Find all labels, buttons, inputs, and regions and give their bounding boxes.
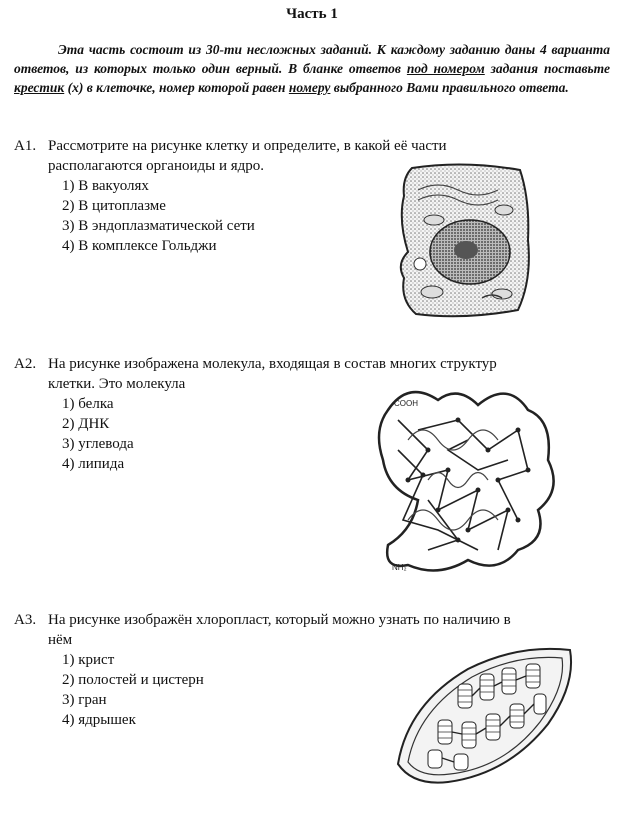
cooh-label: COOH [394, 399, 418, 408]
answer-option-1[interactable]: 1) белка [62, 396, 114, 412]
answer-option-1[interactable]: 1) крист [62, 652, 115, 668]
answer-option-4[interactable]: 4) липида [62, 456, 125, 472]
answer-options [62, 650, 204, 730]
answer-option-1[interactable]: 1) В вакуолях [62, 178, 149, 194]
answer-option-3[interactable]: 3) углевода [62, 436, 134, 452]
instructions-text-1: Эта часть состоит из 30-ти несложных заданий. К каждому заданию даны 4 варианта ответов, из которых только один верный. В бланке ответов [14, 42, 610, 76]
answer-options [62, 394, 134, 474]
question-number: А3. [14, 612, 37, 628]
question-text-line: На рисунке изображена молекула, входящая в состав многих структур [48, 356, 497, 372]
answer-options [62, 176, 255, 256]
nh2-label: NH₂ [392, 563, 407, 572]
instructions-text-3: (х) в клеточке, номер которой равен [64, 80, 289, 95]
answer-option-2[interactable]: 2) полостей и цистерн [62, 672, 204, 688]
question-text-line: На рисунке изображён хлоропласт, который можно узнать по наличию в [48, 612, 511, 628]
question-text-line: клетки. Это молекула [48, 376, 186, 392]
answer-option-2[interactable]: 2) ДНК [62, 416, 110, 432]
page-title: Часть 1 [286, 6, 338, 22]
answer-option-4[interactable]: 4) В комплексе Гольджи [62, 238, 217, 254]
answer-option-3[interactable]: 3) В эндоплазматической сети [62, 218, 255, 234]
instructions [14, 40, 610, 97]
question-number: А1. [14, 138, 37, 154]
instructions-text-4: выбранного Вами правильного ответа. [330, 80, 569, 95]
question-number: А2. [14, 356, 37, 372]
answer-option-2[interactable]: 2) В цитоплазме [62, 198, 166, 214]
instructions-underline-3: номеру [288, 80, 331, 95]
answer-option-3[interactable]: 3) гран [62, 692, 107, 708]
instructions-underline-1: под номером [406, 61, 485, 76]
answer-option-4[interactable]: 4) ядрышек [62, 712, 136, 728]
chloroplast-figure [388, 644, 578, 788]
cell-figure [394, 160, 534, 322]
question-text [48, 136, 447, 176]
question-text-line: нём [48, 632, 73, 648]
protein-molecule-figure [368, 380, 568, 580]
question-text-line: Рассмотрите на рисунке клетку и определите, в какой её части [48, 138, 447, 154]
instructions-text-2: задания поставьте [484, 61, 610, 76]
question-text-line: располагаются органоиды и ядро. [48, 158, 265, 174]
instructions-underline-2: крестик [14, 80, 65, 95]
